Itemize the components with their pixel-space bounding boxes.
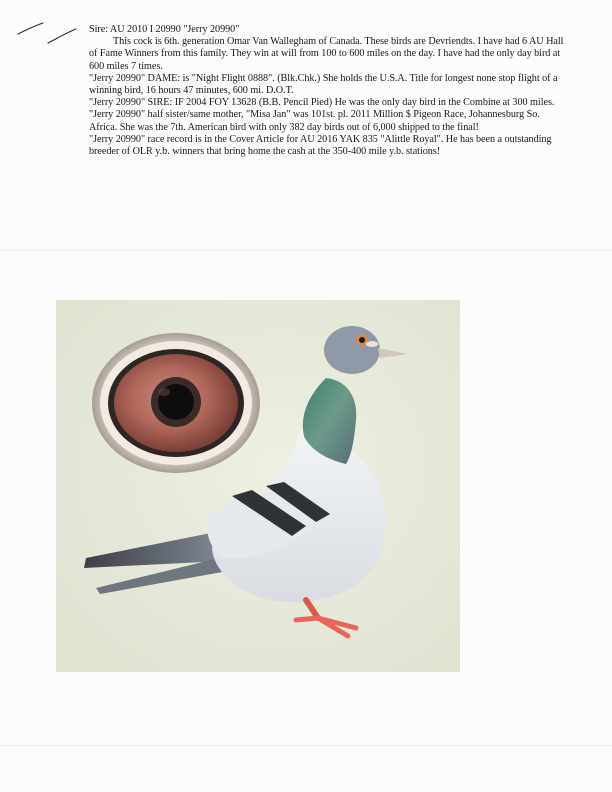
fold-line bbox=[0, 250, 612, 251]
letter-heading: Sire: AU 2010 I 20990 "Jerry 20990" bbox=[89, 24, 240, 35]
letter-text bbox=[89, 24, 564, 158]
eye-closeup-icon bbox=[92, 333, 260, 473]
pigeon-photo bbox=[56, 300, 460, 672]
pen-mark-icon bbox=[16, 20, 78, 50]
letter-paragraph-race-record: "Jerry 20990" race record is in the Cover Article for AU 2016 YAK 835 "Alittle Royal". He has been a outstanding breeder of OLR y.b. winners that bring home the cash at the 350-400 mile y.b. stations! bbox=[89, 133, 552, 158]
letter-paragraph-sire: "Jerry 20990" SIRE: IF 2004 FOY 13628 (B.B. Pencil Pied) He was the only day bird in the Combine at 300 miles. bbox=[89, 97, 555, 109]
letter-paragraph-dame: "Jerry 20990" DAME: is "Night Flight 0888". (Blk.Chk.) She holds the U.S.A. Title for longest none stop flight of a winning bird, 16 hours 47 minutes, 600 mi. D.O.T. bbox=[89, 72, 558, 97]
letter-paragraph-lineage: This cock is 6th. generation Omar Van Wallegham of Canada. These birds are Devriendts. I have had 6 AU Hall of Fame Winners from this family. They win at will from 100 to 600 miles on the day. I have had the only day bird at 600 miles 7 times. bbox=[89, 36, 564, 72]
pigeon-illustration-icon bbox=[56, 300, 460, 672]
fold-line-bottom bbox=[0, 745, 612, 746]
letter-paragraph-half-sister: "Jerry 20990" half sister/same mother, "Misa Jan" was 101st. pl. 2011 Million $ Pigeon Race, Johannesburg So. Africa. She was the 7th. American bird with only 382 day birds out of 6,000 shipped to the final! bbox=[89, 109, 540, 133]
